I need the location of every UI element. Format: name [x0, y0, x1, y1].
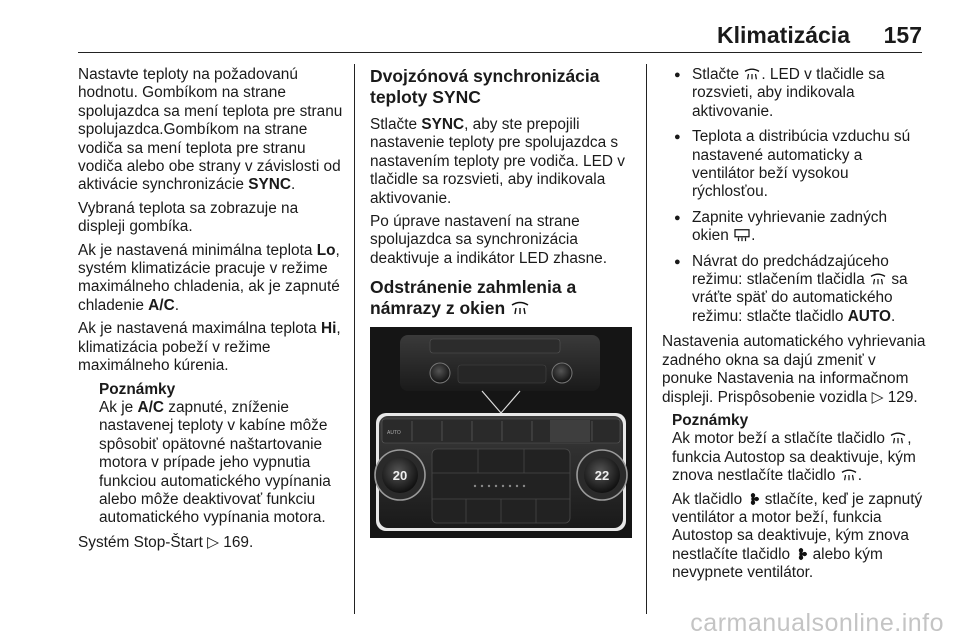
note-autostop — [672, 412, 928, 583]
note-body: Ak je A/C zapnuté, zníženie nastavenej teploty v kabíne môže spôsobiť opätovné naštartovanie motora v prípade jeho vypnutia funkciou automatického vypínania alebo môže deaktivovať funkciu automatického vypínania motora. — [99, 398, 331, 527]
column-3 — [662, 66, 928, 589]
fan-icon — [746, 492, 760, 506]
fan-icon — [794, 547, 808, 561]
list-item: ● Teplota a distribúcia vzduchu sú nastavené automaticky a ventilátor beží vysokou rýchlosťou. — [662, 128, 928, 202]
note-body-1: Ak motor beží a stlačíte tlačidlo , funkcia Autostop sa deaktivuje, kým znova nestlačíte tlačidlo . — [672, 430, 916, 485]
section-title: Klimatizácia — [717, 22, 850, 48]
note-ac — [99, 381, 346, 528]
paragraph-rear-heating-settings: Nastavenia automatického vyhrievania zadného okna sa dajú zmeniť v ponuke Nastavenia na informačnom displeji. Prispôsobenie vozidla ▷ 129. — [662, 333, 926, 406]
page-header — [0, 0, 960, 52]
svg-text:AUTO: AUTO — [387, 430, 401, 436]
rear-window-heater-icon — [733, 228, 751, 242]
paragraph-display: Vybraná teplota sa zobrazuje na displeji gombíka. — [78, 199, 299, 236]
list-item: ● Stlačte . LED v tlačidle sa rozsvieti, aby indikovala aktivovanie. — [662, 66, 928, 121]
paragraph-sync: Stlačte SYNC, aby ste prepojili nastavenie teploty pre spolujazdca s nastavením teploty pre vodiča. LED v tlačidle sa rozsvieti, aby indikovala aktivovanie. — [370, 116, 625, 207]
arrow-icon: ▷ — [871, 388, 884, 406]
paragraph-temperature: Nastavte teploty na požadovanú hodnotu. Gombíkom na strane spolujazdca sa mení teplota pre stranu spolujazdca.Gombíkom na strane vodiča sa mení teplota pre stranu vodiča alebo obe strany v závislosti od aktivácie synchronizácie SYNC. — [78, 66, 343, 194]
column-divider-2 — [646, 64, 647, 614]
note-body-2: Ak tlačidlo stlačíte, keď je zapnutý ventilátor a motor beží, funkcia Autostop sa deaktivuje, kým znova nestlačíte tlačidlo alebo kým nevypnete ventilátor. — [672, 490, 923, 582]
windshield-defrost-icon — [510, 300, 530, 316]
heading-sync: Dvojzónová synchronizácia teploty SYNC — [370, 66, 600, 107]
column-1 — [78, 66, 346, 557]
list-item: ● Zapnite vyhrievanie zadných okien . — [662, 209, 928, 246]
windshield-defrost-icon — [869, 272, 887, 286]
paragraph-lo: Ak je nastavená minimálna teplota Lo, systém klimatizácie pracuje v režime maximálneho chladenia, ak je zapnuté chladenie A/C. — [78, 241, 340, 314]
passenger-temp-display: 22 — [594, 468, 610, 483]
watermark: carmanualsonline.info — [690, 609, 944, 637]
cross-reference-stop-start[interactable]: Systém Stop-Štart ▷ 169. — [78, 533, 254, 551]
note-heading: Poznámky — [672, 411, 749, 429]
heading-defrost: Odstránenie zahmlenia a námrazy z okien — [370, 277, 577, 319]
arrow-icon: ▷ — [207, 533, 219, 551]
header-divider — [78, 52, 922, 53]
column-2 — [370, 66, 638, 327]
driver-temp-display: 20 — [392, 468, 408, 483]
paragraph-hi: Ak je nastavená maximálna teplota Hi, klimatizácia pobeží v režime maximálneho kúrenia. — [78, 320, 341, 375]
windshield-defrost-icon — [889, 431, 907, 445]
paragraph-sync-off: Po úprave nastavení na strane spolujazdca sa synchronizácia deaktivuje a indikátor LED zhasne. — [370, 213, 607, 267]
column-divider-1 — [354, 64, 355, 614]
list-item: ● Návrat do predchádzajúceho režimu: stlačením tlačidla sa vráťte späť do automatického režimu: stlačte tlačidlo AUTO. — [662, 253, 928, 327]
climate-panel-photo — [370, 327, 632, 538]
windshield-defrost-icon — [743, 67, 761, 81]
windshield-defrost-icon — [840, 468, 858, 482]
note-heading: Poznámky — [99, 380, 176, 398]
page-number: 157 — [883, 22, 922, 48]
